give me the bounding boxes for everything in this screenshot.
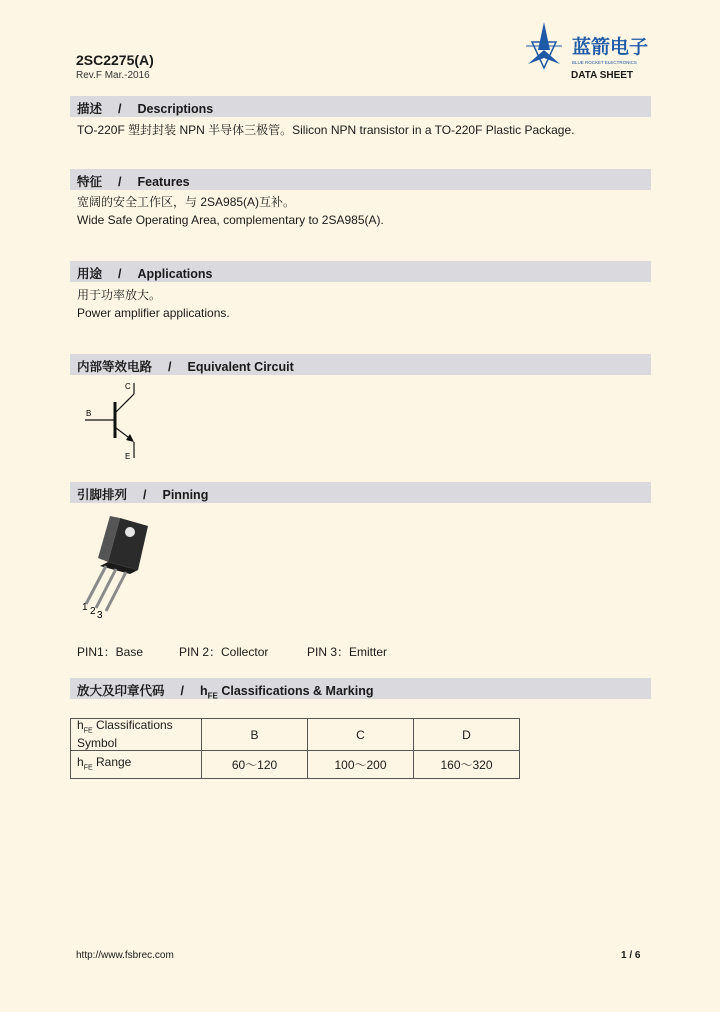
table-header-cell: $h_{FE}$ Classifications Symbol bbox=[71, 719, 202, 751]
section-title-cn: 用途 bbox=[77, 267, 103, 281]
base-label: B bbox=[86, 409, 92, 418]
section-title-en: Equivalent Circuit bbox=[187, 360, 294, 374]
description-text: TO-220F 塑封封装 NPN 半导体三极管。Silicon NPN transistor in a TO-220F Plastic Package. bbox=[77, 123, 575, 137]
logo-subtext: BLUE ROCKET ELECTRONICS bbox=[572, 60, 637, 65]
section-title-en: Applications bbox=[137, 267, 213, 281]
section-title-cn: 特征 bbox=[77, 175, 103, 189]
table-cell: 160～320 bbox=[414, 751, 520, 779]
equivalent-circuit-diagram bbox=[82, 380, 152, 470]
section-title-cn: 引脚排列 bbox=[77, 488, 128, 502]
collector-label: C bbox=[125, 382, 131, 391]
table-cell: D bbox=[414, 719, 520, 751]
section-title-en: $h_{FE}$ Classifications & Marking bbox=[200, 684, 374, 701]
section-bar-equivalent-circuit: 内部等效电路 / Equivalent Circuit bbox=[70, 354, 651, 375]
section-title-en: Pinning bbox=[162, 488, 209, 502]
section-bar-features: 特征 / Features bbox=[70, 169, 651, 190]
section-title-en: Features bbox=[137, 175, 190, 189]
pin3-label: PIN 3：Emitter bbox=[307, 645, 388, 659]
emitter-label: E bbox=[125, 452, 131, 461]
section-title-cn: 放大及印章代码 bbox=[77, 684, 165, 698]
to220f-package-image bbox=[80, 512, 160, 627]
table-cell: 60～120 bbox=[202, 751, 308, 779]
section-title-cn: 描述 bbox=[77, 102, 103, 116]
pin-number-1: 1 bbox=[82, 602, 88, 613]
section-bar-classifications: 放大及印章代码 / $h_{FE}$ Classifications & Marking bbox=[70, 678, 651, 699]
section-bar-descriptions: 描述 / Descriptions bbox=[70, 96, 651, 117]
table-header-cell: $h_{FE}$ Range bbox=[71, 751, 202, 779]
table-cell: 100～200 bbox=[308, 751, 414, 779]
table-cell: C bbox=[308, 719, 414, 751]
pin1-label: PIN1：Base bbox=[77, 645, 144, 659]
section-bar-applications: 用途 / Applications bbox=[70, 261, 651, 282]
npn-transistor-icon bbox=[82, 380, 152, 465]
section-title-en: Descriptions bbox=[137, 102, 214, 116]
doc-type-label: DATA SHEET bbox=[571, 70, 634, 81]
logo-text: 蓝箭电子 bbox=[572, 36, 649, 58]
company-logo bbox=[522, 20, 652, 70]
features-text-cn: 宽阔的安全工作区，与 2SA985(A)互补。 bbox=[77, 195, 296, 209]
pin-number-2: 2 bbox=[90, 606, 96, 617]
to220f-package-icon bbox=[80, 512, 160, 622]
section-bar-pinning: 引脚排列 / Pinning bbox=[70, 482, 651, 503]
footer-url-link[interactable]: http://www.fsbrec.com bbox=[76, 950, 174, 961]
page-number: 1 / 6 bbox=[621, 950, 641, 961]
part-number: 2SC2275(A) bbox=[76, 52, 154, 68]
hfe-classification-table bbox=[70, 718, 520, 779]
table-cell: B bbox=[202, 719, 308, 751]
table-row bbox=[71, 751, 520, 779]
table-row bbox=[71, 719, 520, 751]
revision: Rev.F Mar.-2016 bbox=[76, 70, 150, 81]
pin-number-3: 3 bbox=[97, 610, 103, 621]
section-title-cn: 内部等效电路 bbox=[77, 360, 153, 374]
pin2-label: PIN 2：Collector bbox=[179, 645, 269, 659]
applications-text-cn: 用于功率放大。 bbox=[77, 288, 162, 302]
applications-text-en: Power amplifier applications. bbox=[77, 306, 230, 320]
rocket-logo-icon bbox=[522, 20, 652, 70]
features-text-en: Wide Safe Operating Area, complementary to 2SA985(A). bbox=[77, 213, 384, 227]
